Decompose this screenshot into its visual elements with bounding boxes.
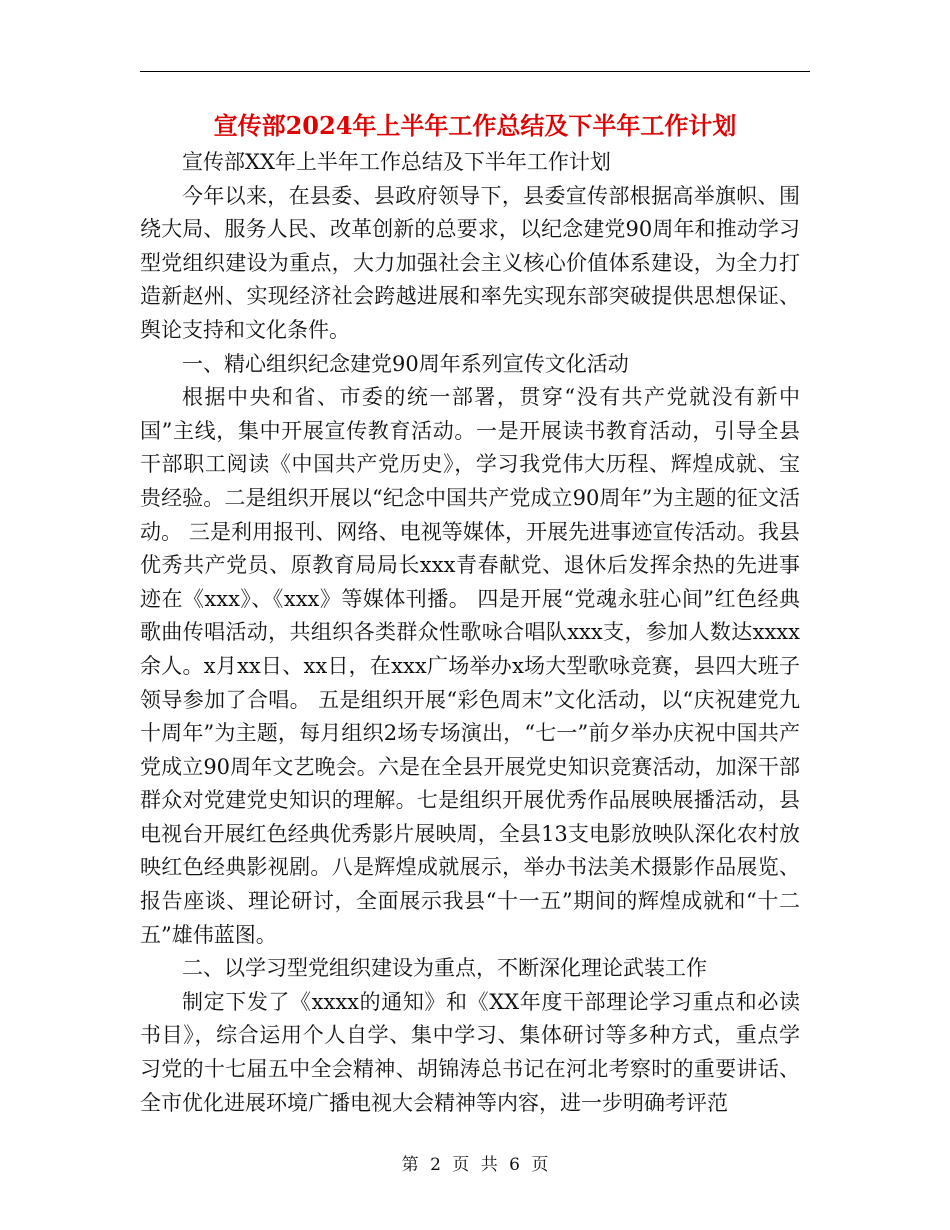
document-body [140,146,800,1120]
paragraph-subtitle: 宣传部XX年上半年工作总结及下半年工作计划 [182,150,611,174]
section-heading-1: 一、精心组织纪念建党90周年系列宣传文化活动 [182,351,629,376]
paragraph-intro: 今年以来，在县委、县政府领导下，县委宣传部根据高举旗帜、围绕大局、服务人民、改革创新的总要求，以纪念建党90周年和推动学习型党组织建设为重点，大力加强社会主义核心价值体系建设，为全力打造新赵州、实现经济社会跨越进展和率先实现东部突破提供思想保证、舆论支持和文化条件。 [140,183,800,342]
document-title: 宣传部2024年上半年工作总结及下半年工作计划 [213,111,737,140]
header-rule [140,71,810,72]
paragraph-section-1: 根据中央和省、市委的统一部署，贯穿“没有共产党就没有新中国”主线，集中开展宣传教育活动。一是开展读书教育活动，引导全县干部职工阅读《中国共产党历史》，学习我党伟大历程、辉煌成就、宝贵经验。二是组织开展以“纪念中国共产党成立90周年”为主题的征文活动。 三是利用报刊、网络、电视等媒体，开展先进事迹宣传活动。我县优秀共产党员、原教育局局长xxx青春献党、退休后发挥余热的先进事迹在《xxx》、《xxx》等媒体刊播。 四是开展“党魂永驻心间”红色经典歌曲传唱活动，共组织各类群众性歌咏合唱队xxx支，参加人数达xxxx余人。x月xx日、xx日，在xxx广场举办x场大型歌咏竞赛，县四大班子领导参加了合唱。 五是组织开展“彩色周末”文化活动，以“庆祝建党九十周年”为主题，每月组织2场专场演出，“七一”前夕举办庆祝中国共产党成立90周年文艺晚会。六是在全县开展党史知识竞赛活动，加深干部群众对党建党史知识的理解。七是组织开展优秀作品展映展播活动，县电视台开展红色经典优秀影片展映周，全县13支电影放映队深化农村放映红色经典影视剧。八是辉煌成就展示，举办书法美术摄影作品展览、报告座谈、理论研讨，全面展示我县“十一五”期间的辉煌成就和“十二五”雄伟蓝图。 [140,385,800,947]
section-heading-2: 二、以学习型党组织建设为重点，不断深化理论武装工作 [182,956,707,981]
page-number-footer: 第 2 页 共 6 页 [401,1155,549,1175]
paragraph-section-2: 制定下发了《xxxx的通知》和《XX年度干部理论学习重点和必读书目》，综合运用个人自学、集中学习、集体研讨等多种方式，重点学习党的十七届五中全会精神、胡锦涛总书记在河北考察时的重要讲话、全市优化进展环境广播电视大会精神等内容，进一步明确考评范 [140,989,800,1115]
